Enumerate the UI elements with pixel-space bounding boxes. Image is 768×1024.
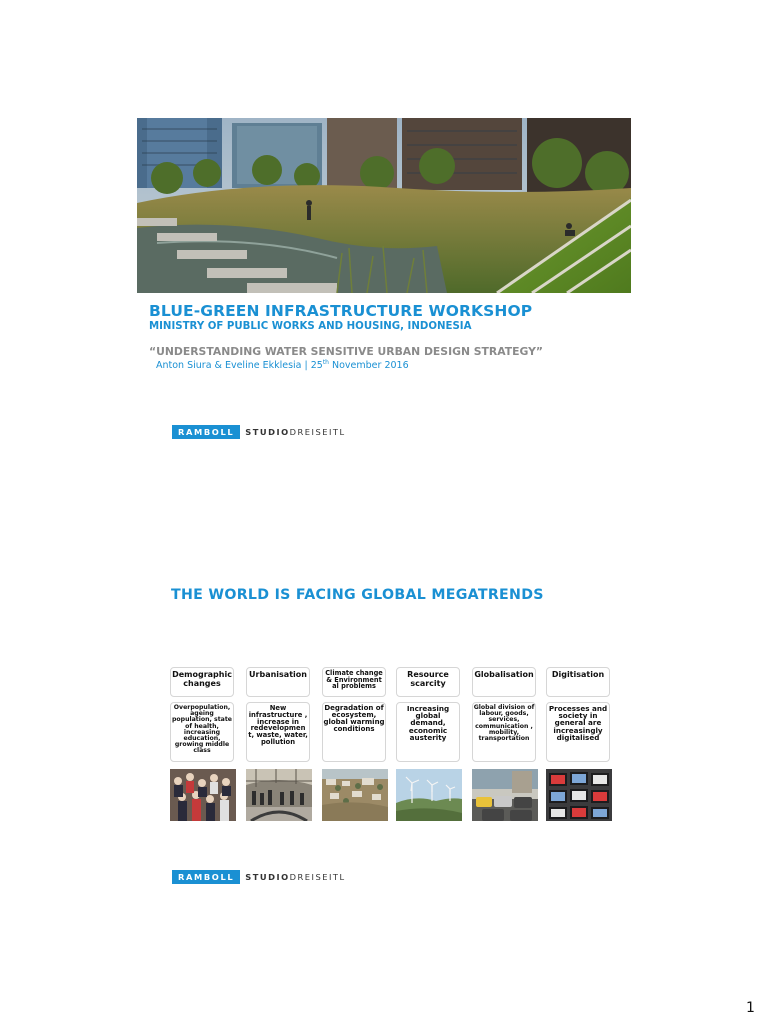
trend-header: Resource scarcity [396,667,460,697]
screens-photo [546,769,612,821]
train-station-photo [246,769,312,821]
trend-description: Overpopulation, ageing population, state of health, increasing education, growing middle class [170,702,234,762]
studio-bold: STUDIO [245,427,290,437]
page-number: 1 [746,1000,755,1016]
studio-rest: DREISEITL [289,872,346,882]
studio-dreiseitl-wordmark [245,427,345,437]
ramboll-logo-footer [172,870,346,884]
megatrends-grid [170,667,612,822]
trend-header: Urbanisation [246,667,310,697]
date-suffix: th [322,359,329,366]
authors-text: Anton Siura & Eveline Ekklesia | 25 [156,360,323,372]
ministry-subtitle: MINISTRY OF PUBLIC WORKS AND HOUSING, INDONESIA [149,321,472,332]
workshop-title: BLUE-GREEN INFRASTRUCTURE WORKSHOP [149,302,533,320]
ramboll-logo [172,425,346,439]
trend-description: Degradation of ecosystem, global warming conditions [322,702,386,762]
trend-description: Increasing global demand, economic austerity [396,702,460,762]
trend-description: New infrastructure , increase in redevelopmen t, waste, water, pollution [246,702,310,762]
trend-header: Demographic changes [170,667,234,697]
hero-photo [137,118,631,293]
wind-turbines-photo [396,769,462,821]
crowd-photo [170,769,236,821]
flood-photo [322,769,388,821]
trend-header: Globalisation [472,667,536,697]
megatrends-title: THE WORLD IS FACING GLOBAL MEGATRENDS [171,587,544,603]
trend-description: Global division of labour, goods, services, communication , mobility, transportation [472,702,536,762]
studio-rest: DREISEITL [289,427,346,437]
date-text: November 2016 [328,360,409,372]
trend-header: Digitisation [546,667,610,697]
authors-date [156,359,409,371]
trend-header: Climate change & Environment al problems [322,667,386,697]
studio-dreiseitl-wordmark [245,872,345,882]
ramboll-wordmark: RAMBOLL [172,870,240,884]
traffic-photo [472,769,538,821]
trend-description: Processes and society in general are increasingly digitalised [546,702,610,762]
strategy-quote: “UNDERSTANDING WATER SENSITIVE URBAN DESIGN STRATEGY” [149,345,543,358]
studio-bold: STUDIO [245,872,290,882]
ramboll-wordmark: RAMBOLL [172,425,240,439]
